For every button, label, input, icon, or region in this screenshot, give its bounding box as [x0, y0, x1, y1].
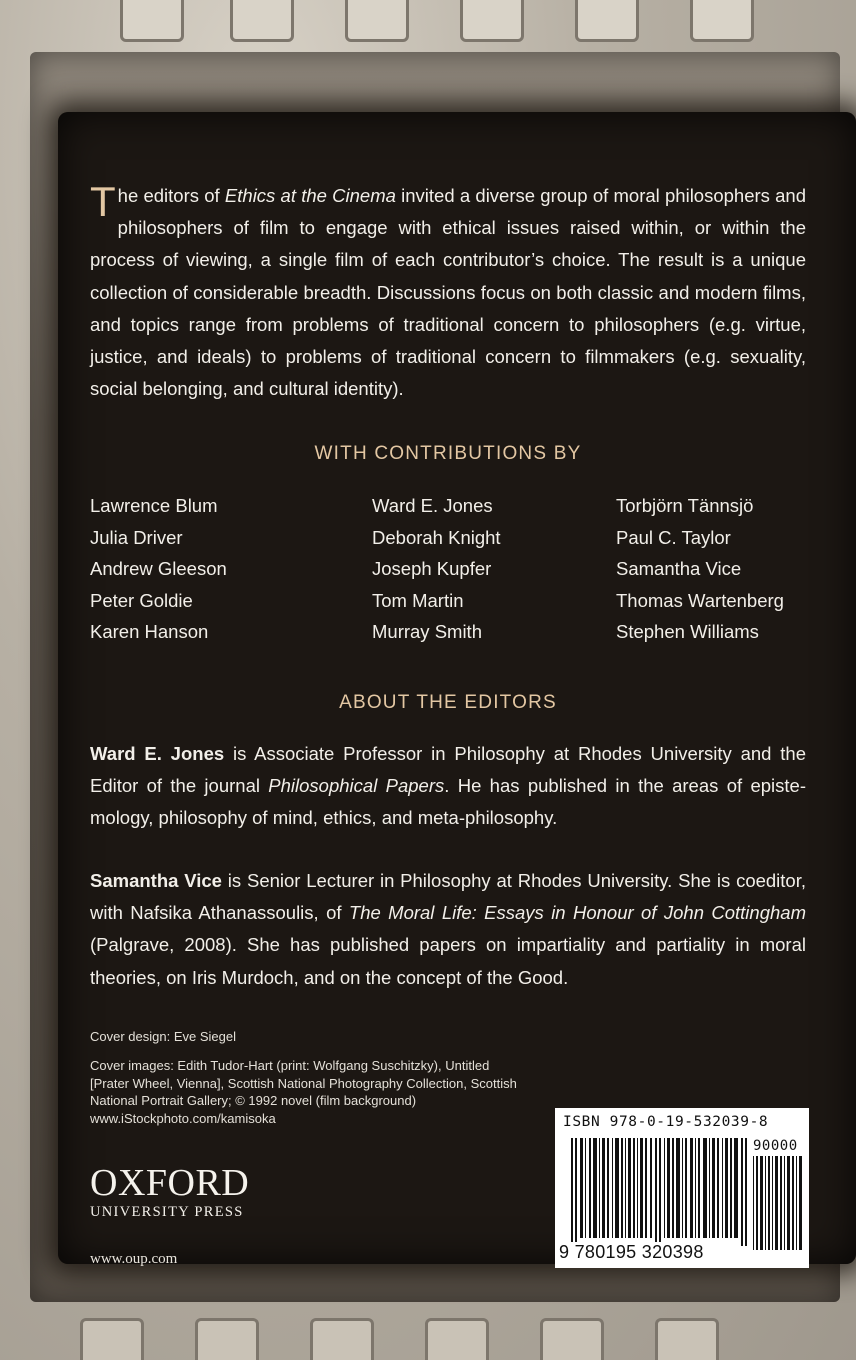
price-code: 90000 — [753, 1138, 798, 1154]
contributor-name: Julia Driver — [90, 526, 183, 548]
blurb-text-rest: invited a diverse group of moral philosophers and philosophers of film to engage with ethical issues raised within, or within the process of viewing, a single film of each contributor’s choice. The result is a unique collection of considerable breadth. Discussions focus on both classic and modern films, and topics range from problems of traditional concern to philosophers (e.g. virtue, justice, and ideals) to problems of traditional concern to filmmakers (e.g. sexuality, social belonging, and cultural identity). — [90, 185, 807, 400]
ean-barcode-bars — [571, 1138, 753, 1248]
contributor-name: Tom Martin — [372, 589, 464, 611]
cover-design-credit: Cover design: Eve Siegel — [90, 1029, 236, 1044]
publisher-wordmark: OXFORD — [90, 1162, 250, 1204]
publisher-logo — [90, 1164, 249, 1221]
editor-name: Ward E. Jones — [90, 743, 225, 764]
blurb-text-start: he editors of — [117, 185, 225, 206]
bio-text: (Palgrave, 2008). She has published papers on impartiality and partiality in moral theories, on Iris Murdoch, and on the concept of the Good. — [90, 934, 806, 988]
isbn-barcode — [555, 1108, 809, 1268]
contributor-name: Peter Goldie — [90, 589, 193, 611]
contributor-name: Paul C. Taylor — [616, 526, 731, 548]
contributors-column-2 — [372, 490, 632, 648]
isbn-label: ISBN 978-0-19-532039-8 — [563, 1114, 769, 1130]
ean-digits: 9 780195 320398 — [559, 1242, 704, 1262]
editor-name: Samantha Vice — [90, 870, 222, 891]
contributor-name: Thomas Wartenberg — [616, 589, 784, 611]
editor-bio-jones — [90, 738, 806, 835]
contributor-name: Murray Smith — [372, 621, 482, 642]
publisher-subtitle: UNIVERSITY PRESS — [90, 1204, 244, 1220]
drop-cap: T — [90, 178, 116, 225]
bio-text: . He has published in the areas of epistemology, philosophy of mind, ethics, and meta-philosophy. — [90, 775, 806, 829]
contributor-name: Andrew Gleeson — [90, 558, 227, 579]
contributor-name: Lawrence Blum — [90, 495, 218, 516]
book-title: Ethics at the Cinema — [224, 185, 396, 206]
contributor-name: Torbjörn Tännsjö — [616, 495, 754, 516]
contributors-column-3 — [616, 490, 856, 648]
cover-images-credit: Cover images: Edith Tudor-Hart (print: Wolfgang Suschitzky), Untitled [Prater Wheel, Vienna], Scottish National Photography Collection, Scottish National Portrait Gallery; © 1992 novel (film background) www.iStockphoto.com/kamisoka — [90, 1058, 517, 1126]
bio-text: is Senior Lecturer in Philosophy at Rhodes University. She is coeditor, with Nafsika Athanassoulis, of — [90, 870, 807, 924]
price-addon-bars — [753, 1156, 805, 1252]
contributor-name: Joseph Kupfer — [372, 558, 492, 579]
bio-text: is Associate Professor in Philosophy at Rhodes University and the Editor of the journal — [90, 743, 806, 797]
contributor-name: Deborah Knight — [372, 526, 501, 548]
contributors-heading: WITH CONTRIBUTIONS BY — [314, 443, 582, 464]
editors-heading: ABOUT THE EDITORS — [339, 692, 557, 713]
contributor-name: Ward E. Jones — [372, 495, 493, 516]
contributor-name: Samantha Vice — [616, 558, 742, 579]
editor-bio-vice — [90, 865, 806, 994]
contributor-name: Karen Hanson — [90, 621, 209, 642]
contributors-column-1 — [90, 490, 350, 648]
contributor-name: Stephen Williams — [616, 621, 759, 642]
publisher-website: www.oup.com — [90, 1251, 178, 1267]
journal-title: Philosophical Papers — [268, 775, 445, 797]
book-reference-title: The Moral Life: Essays in Honour of John Cottingham — [348, 902, 806, 924]
book-blurb — [90, 180, 806, 405]
